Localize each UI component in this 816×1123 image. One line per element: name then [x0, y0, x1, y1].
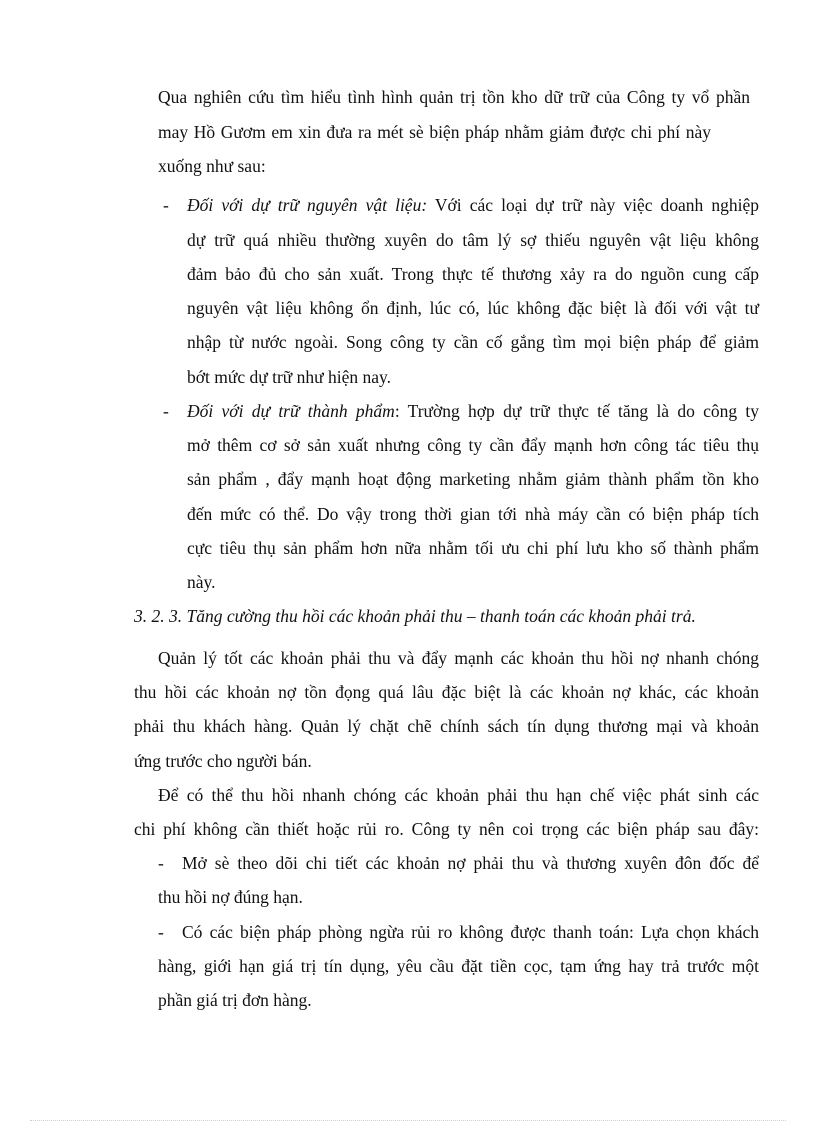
bullet1-line-6: bớt mức dự trữ như hiện nay. — [187, 367, 392, 387]
bullet2-line-6: này. — [187, 572, 216, 592]
intro-line-1: Qua nghiên cứu tìm hiểu tình hình quản trị tồn kho dữ trữ của Công ty vổ phần — [158, 87, 750, 107]
bullet2-line-1 — [187, 403, 759, 421]
intro-line-2: may Hồ Gươm em xin đưa ra mét sè biện pháp nhằm giảm được chi phí này — [158, 122, 711, 142]
bullet-dash: - — [163, 195, 169, 215]
bullet2-line-4: đến mức có thể. Do vậy trong thời gian tới nhà máy cần có biện pháp tích — [187, 504, 759, 524]
bullet1-line-3: đảm bảo đủ cho sản xuất. Trong thực tế thương xảy ra do nguồn cung cấp — [187, 264, 759, 284]
bullet4-line-3: phần giá trị đơn hàng. — [158, 990, 312, 1010]
para1-line-3: phải thu khách hàng. Quản lý chặt chẽ chính sách tín dụng thương mại và khoản — [134, 716, 759, 736]
intro-line-3: xuống như sau: — [158, 156, 266, 176]
bullet3-line-2: thu hồi nợ đúng hạn. — [158, 887, 303, 907]
section-heading: 3. 2. 3. Tăng cường thu hồi các khoản phải thu – thanh toán các khoản phải trả. — [134, 606, 696, 626]
bullet2-line-3: sản phẩm , đẩy mạnh hoạt động marketing nhằm giảm thành phẩm tồn kho — [187, 469, 759, 489]
bullet2-label: Đối với dự trữ thành phẩm — [187, 401, 395, 421]
bullet4-line-1: Có các biện pháp phòng ngừa rủi ro không được thanh toán: Lựa chọn khách — [182, 922, 759, 942]
bullet4-line-2: hàng, giới hạn giá trị tín dụng, yêu cầu đặt tiền cọc, tạm ứng hay trả trước một — [158, 956, 759, 976]
para1-line-2: thu hồi các khoản nợ tồn đọng quá lâu đặc biệt là các khoản nợ khác, các khoản — [134, 682, 759, 702]
bullet1-line-4: nguyên vật liệu không ổn định, lúc có, lúc không đặc biệt là đối với vật tư — [187, 298, 759, 318]
bullet-dash: - — [158, 853, 164, 873]
bullet-dash: - — [163, 401, 169, 421]
bullet1-line-5: nhập từ nước ngoài. Song công ty cần cố gắng tìm mọi biện pháp để giảm — [187, 332, 759, 352]
bullet3-line-1: Mở sè theo dõi chi tiết các khoản nợ phải thu và thương xuyên đôn đốc để — [182, 853, 759, 873]
para2-line-2: chi phí không cần thiết hoặc rủi ro. Công ty nên coi trọng các biện pháp sau đây: — [134, 819, 759, 839]
bullet1-line-1-rest: Với các loại dự trữ này việc doanh nghiệp — [427, 195, 760, 215]
bullet1-line-2: dự trữ quá nhiều thường xuyên do tâm lý sợ thiếu nguyên vật liệu không — [187, 230, 759, 250]
bullet-dash: - — [158, 922, 164, 942]
bullet1-line-1 — [187, 197, 759, 215]
bullet2-line-1-rest: : Trường hợp dự trữ thực tế tăng là do công ty — [394, 401, 760, 421]
bullet1-label: Đối với dự trữ nguyên vật liệu: — [187, 195, 428, 215]
para1-line-4: ứng trước cho người bán. — [134, 751, 312, 771]
bullet2-line-5: cực tiêu thụ sản phẩm hơn nữa nhằm tối ưu chi phí lưu kho số thành phẩm — [187, 538, 759, 558]
para1-line-1: Quản lý tốt các khoản phải thu và đẩy mạnh các khoản thu hồi nợ nhanh chóng — [158, 648, 759, 668]
bullet2-line-2: mở thêm cơ sở sản xuất nhưng công ty cần đẩy mạnh hơn công tác tiêu thụ — [187, 435, 759, 455]
para2-line-1: Để có thể thu hồi nhanh chóng các khoản phải thu hạn chế việc phát sinh các — [158, 785, 759, 805]
page-bottom-rule — [30, 1120, 786, 1121]
